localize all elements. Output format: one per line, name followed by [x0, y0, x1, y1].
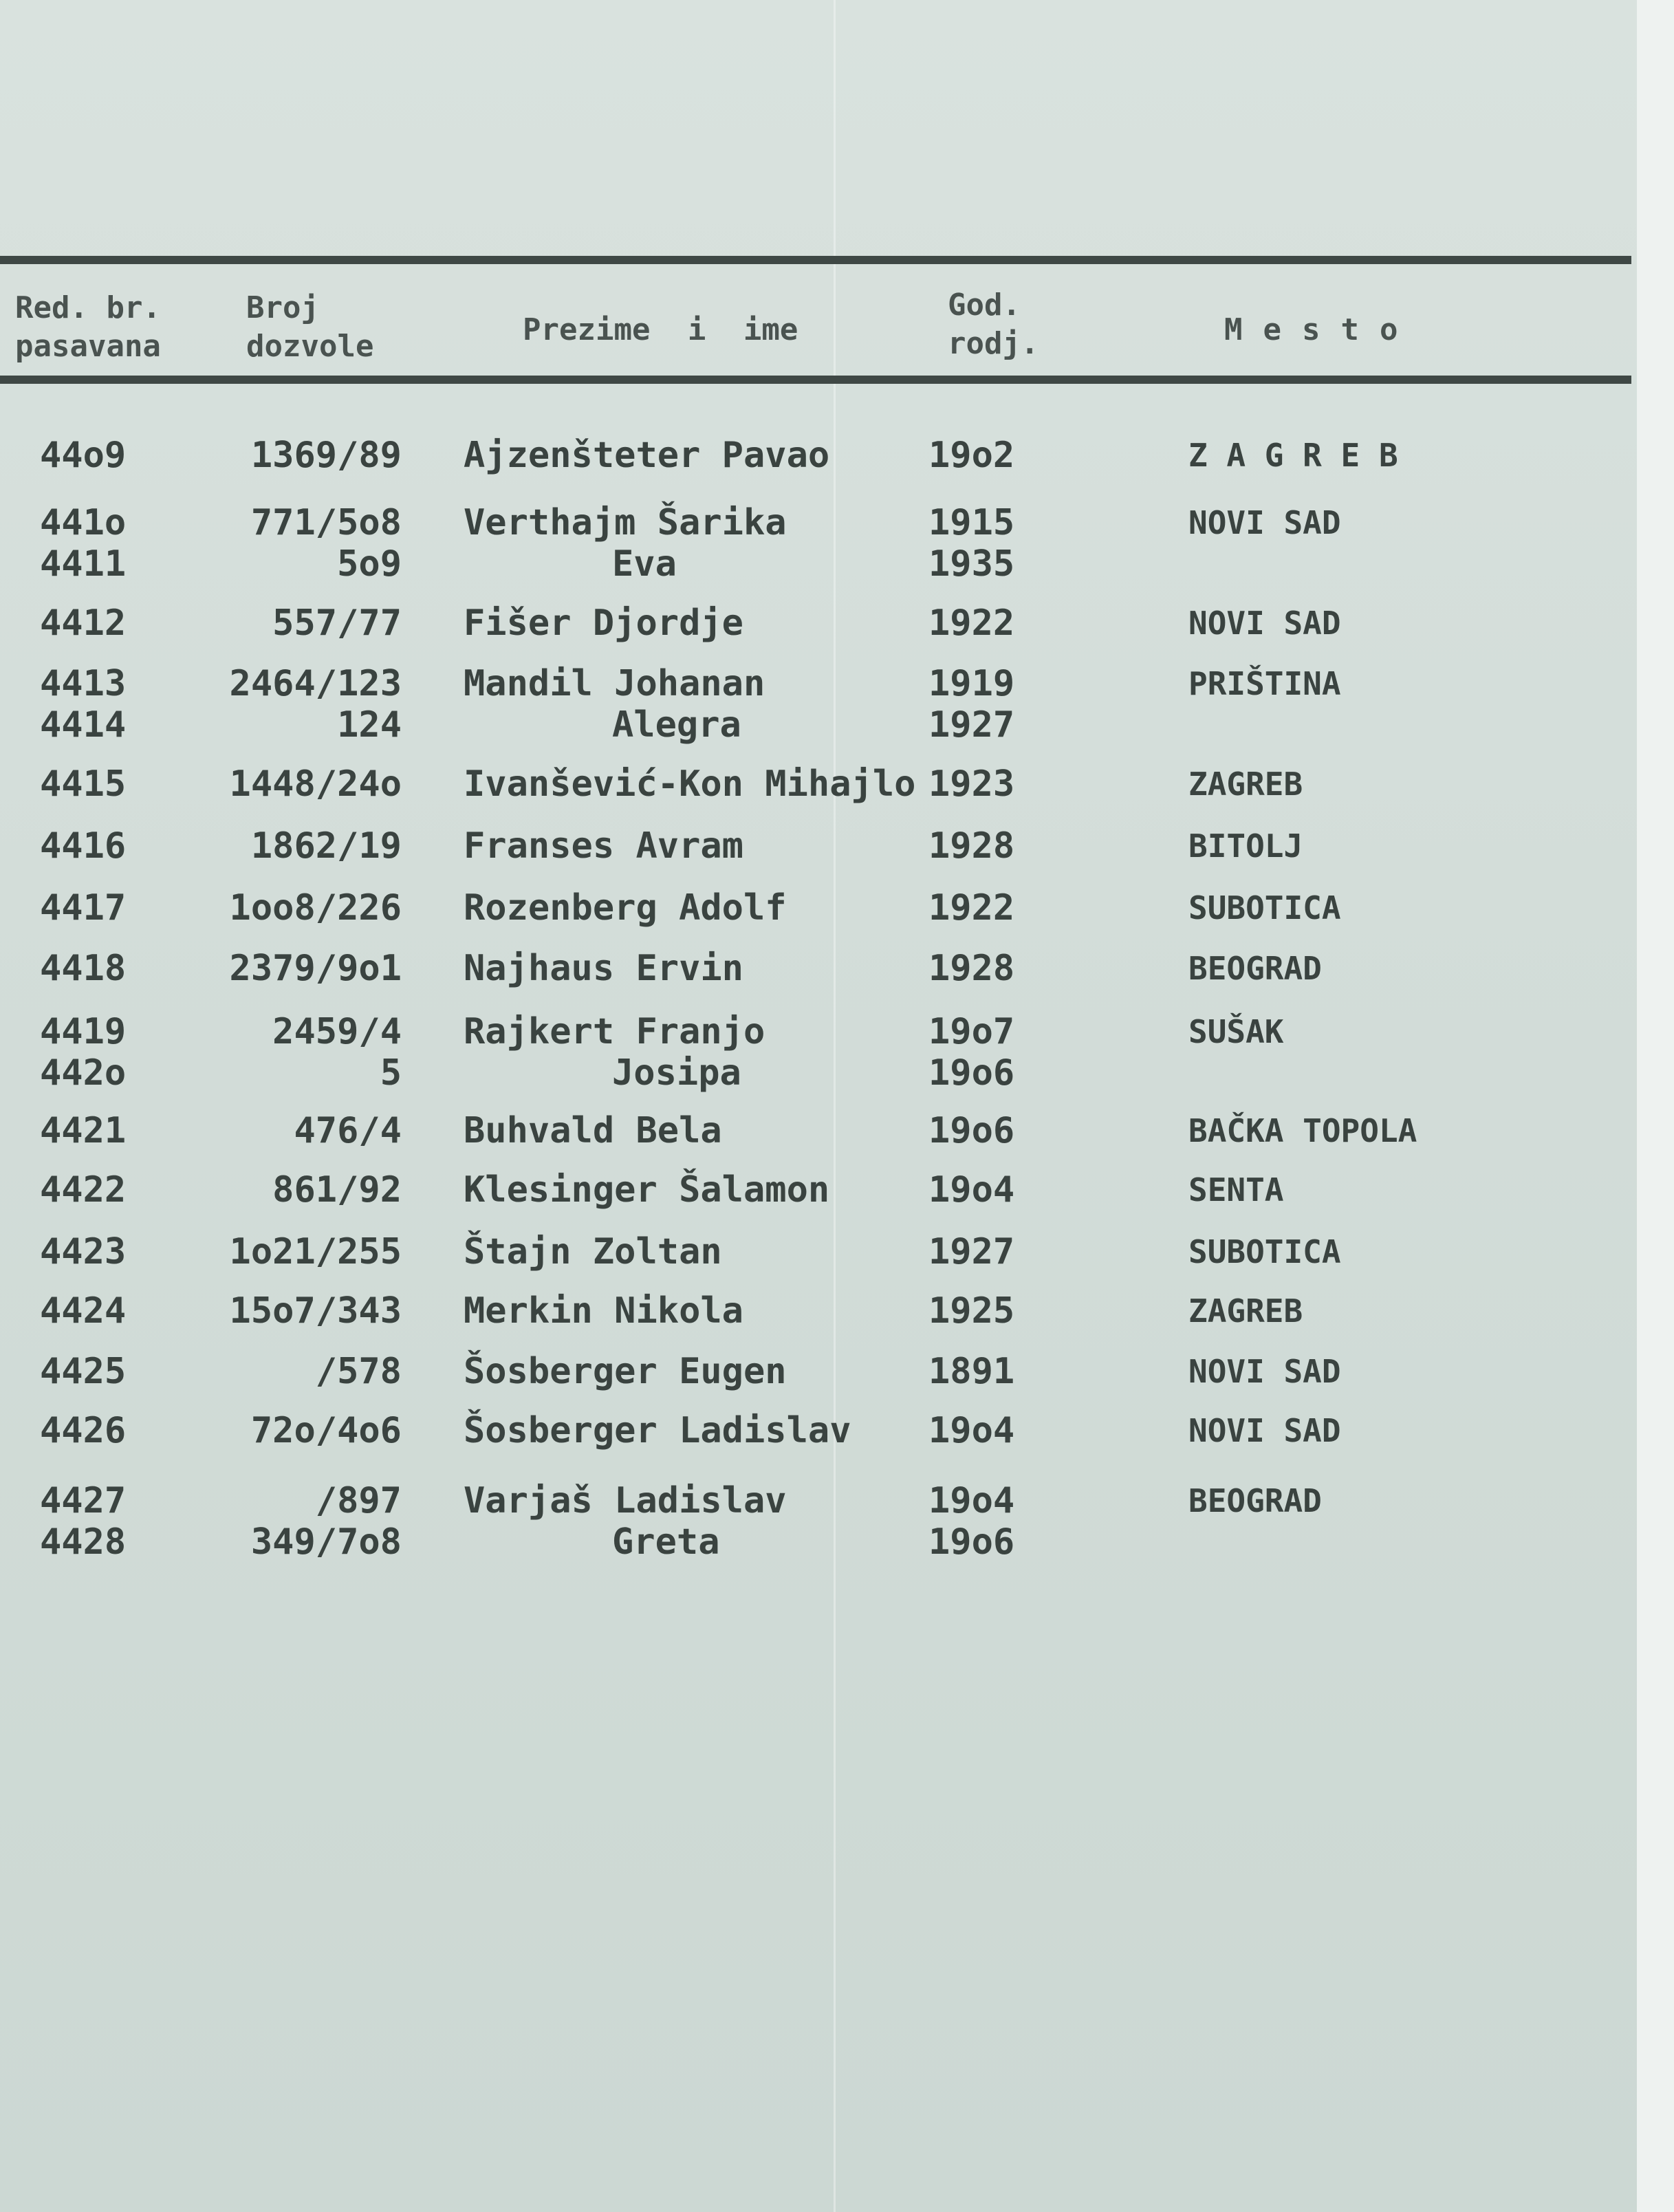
cell-red-br: 441o [40, 502, 127, 543]
cell-mesto: NOVI SAD [1188, 1412, 1341, 1449]
cell-prezime-ime: Buhvald Bela [464, 1110, 722, 1151]
cell-god-rodj: 19o2 [928, 435, 1015, 476]
cell-god-rodj: 1915 [928, 502, 1015, 543]
cell-red-br: 4425 [40, 1351, 127, 1392]
cell-prezime-ime: Fišer Djordje [464, 603, 743, 644]
table-row [0, 704, 1631, 746]
cell-prezime-ime: Ajzenšteter Pavao [464, 435, 830, 476]
cell-red-br: 4426 [40, 1410, 127, 1451]
header-top-rule [0, 256, 1631, 264]
cell-broj-dozvole: 1o21/255 [229, 1231, 402, 1272]
cell-mesto: ZAGREB [1188, 766, 1303, 803]
cell-broj-dozvole: 771/5o8 [250, 502, 402, 543]
cell-god-rodj: 1928 [928, 948, 1015, 989]
cell-red-br: 4422 [40, 1169, 127, 1211]
cell-red-br: 4418 [40, 948, 127, 989]
cell-red-br: 4411 [40, 543, 127, 585]
cell-prezime-ime: Franses Avram [464, 825, 743, 867]
cell-god-rodj: 19o7 [928, 1011, 1015, 1052]
column-header-mesto: Mesto [1224, 312, 1419, 347]
table-row [0, 663, 1631, 704]
cell-god-rodj: 19o6 [928, 1110, 1015, 1151]
cell-god-rodj: 19o6 [928, 1052, 1015, 1094]
cell-god-rodj: 1923 [928, 763, 1015, 805]
cell-red-br: 4413 [40, 663, 127, 704]
cell-broj-dozvole: 2379/9o1 [229, 948, 402, 989]
cell-red-br: 4414 [40, 704, 127, 746]
cell-mesto: SENTA [1188, 1171, 1284, 1208]
cell-mesto: BITOLJ [1188, 827, 1303, 865]
table-row [0, 763, 1631, 805]
cell-broj-dozvole: 1448/24o [229, 763, 402, 805]
table-row [0, 1169, 1631, 1211]
cell-red-br: 4412 [40, 603, 127, 644]
cell-broj-dozvole: 476/4 [294, 1110, 402, 1151]
column-header-god: God. rodj. [948, 288, 1039, 361]
cell-mesto: BAČKA TOPOLA [1188, 1112, 1417, 1149]
table-row [0, 1231, 1631, 1272]
cell-prezime-ime: Greta [612, 1521, 720, 1563]
table-row [0, 1011, 1631, 1052]
cell-broj-dozvole: 1369/89 [250, 435, 402, 476]
table-row [0, 543, 1631, 585]
cell-prezime-ime: Mandil Johanan [464, 663, 765, 704]
table-row [0, 1290, 1631, 1332]
cell-prezime-ime: Ivanšević-Kon Mihajlo [464, 763, 916, 805]
cell-god-rodj: 19o4 [928, 1410, 1015, 1451]
table-row [0, 887, 1631, 929]
cell-broj-dozvole: 5o9 [337, 543, 402, 585]
cell-mesto: Z A G R E B [1188, 437, 1398, 474]
column-header-red-br: Red. br. pasavana [15, 290, 161, 364]
cell-god-rodj: 19o4 [928, 1480, 1015, 1521]
cell-prezime-ime: Štajn Zoltan [464, 1231, 722, 1272]
cell-red-br: 4421 [40, 1110, 127, 1151]
cell-god-rodj: 1935 [928, 543, 1015, 585]
column-header-prezime: Prezime i ime [523, 312, 798, 347]
table-row [0, 1410, 1631, 1451]
table-row [0, 1480, 1631, 1521]
cell-red-br: 4415 [40, 763, 127, 805]
cell-god-rodj: 1927 [928, 1231, 1015, 1272]
cell-broj-dozvole: 861/92 [272, 1169, 402, 1211]
cell-red-br: 4428 [40, 1521, 127, 1563]
cell-red-br: 4427 [40, 1480, 127, 1521]
cell-prezime-ime: Eva [612, 543, 677, 585]
cell-broj-dozvole: /897 [315, 1480, 402, 1521]
table-row [0, 1052, 1631, 1094]
cell-god-rodj: 1922 [928, 887, 1015, 929]
cell-god-rodj: 19o4 [928, 1169, 1015, 1211]
cell-prezime-ime: Najhaus Ervin [464, 948, 743, 989]
table-row [0, 1521, 1631, 1563]
cell-prezime-ime: Rajkert Franjo [464, 1011, 765, 1052]
cell-prezime-ime: Rozenberg Adolf [464, 887, 787, 929]
cell-mesto: NOVI SAD [1188, 1353, 1341, 1390]
cell-red-br: 4419 [40, 1011, 127, 1052]
cell-broj-dozvole: /578 [315, 1351, 402, 1392]
table-row [0, 502, 1631, 543]
cell-mesto: ZAGREB [1188, 1292, 1303, 1330]
cell-broj-dozvole: 2459/4 [272, 1011, 402, 1052]
cell-broj-dozvole: 1oo8/226 [229, 887, 402, 929]
cell-mesto: BEOGRAD [1188, 950, 1322, 987]
table-row [0, 435, 1631, 476]
page-edge [1637, 0, 1674, 2212]
cell-god-rodj: 1928 [928, 825, 1015, 867]
cell-mesto: SUBOTICA [1188, 1233, 1341, 1270]
cell-broj-dozvole: 124 [337, 704, 402, 746]
header-bottom-rule [0, 376, 1631, 384]
cell-mesto: SUŠAK [1188, 1013, 1284, 1050]
cell-red-br: 44o9 [40, 435, 127, 476]
cell-prezime-ime: Verthajm Šarika [464, 502, 787, 543]
cell-prezime-ime: Šosberger Eugen [464, 1351, 787, 1392]
column-header-broj: Broj dozvole [246, 290, 374, 364]
cell-prezime-ime: Josipa [612, 1052, 741, 1094]
cell-god-rodj: 1922 [928, 603, 1015, 644]
cell-broj-dozvole: 15o7/343 [229, 1290, 402, 1332]
cell-god-rodj: 1891 [928, 1351, 1015, 1392]
cell-broj-dozvole: 349/7o8 [250, 1521, 402, 1563]
cell-broj-dozvole: 72o/4o6 [250, 1410, 402, 1451]
cell-god-rodj: 19o6 [928, 1521, 1015, 1563]
table-row [0, 825, 1631, 867]
cell-broj-dozvole: 2464/123 [229, 663, 402, 704]
table-row [0, 1110, 1631, 1151]
cell-broj-dozvole: 1862/19 [250, 825, 402, 867]
cell-mesto: SUBOTICA [1188, 889, 1341, 926]
cell-red-br: 4423 [40, 1231, 127, 1272]
cell-mesto: NOVI SAD [1188, 605, 1341, 642]
cell-prezime-ime: Merkin Nikola [464, 1290, 743, 1332]
cell-god-rodj: 1927 [928, 704, 1015, 746]
cell-broj-dozvole: 557/77 [272, 603, 402, 644]
cell-mesto: BEOGRAD [1188, 1482, 1322, 1519]
cell-prezime-ime: Klesinger Šalamon [464, 1169, 830, 1211]
cell-red-br: 4417 [40, 887, 127, 929]
cell-red-br: 4416 [40, 825, 127, 867]
cell-red-br: 442o [40, 1052, 127, 1094]
table-row [0, 1351, 1631, 1392]
fold-line [834, 0, 836, 2212]
table-row [0, 603, 1631, 644]
cell-god-rodj: 1919 [928, 663, 1015, 704]
cell-prezime-ime: Alegra [612, 704, 741, 746]
cell-broj-dozvole: 5 [380, 1052, 402, 1094]
cell-mesto: NOVI SAD [1188, 504, 1341, 541]
table-row [0, 948, 1631, 989]
cell-red-br: 4424 [40, 1290, 127, 1332]
cell-mesto: PRIŠTINA [1188, 665, 1341, 702]
cell-god-rodj: 1925 [928, 1290, 1015, 1332]
cell-prezime-ime: Varjaš Ladislav [464, 1480, 787, 1521]
cell-prezime-ime: Šosberger Ladislav [464, 1410, 851, 1451]
